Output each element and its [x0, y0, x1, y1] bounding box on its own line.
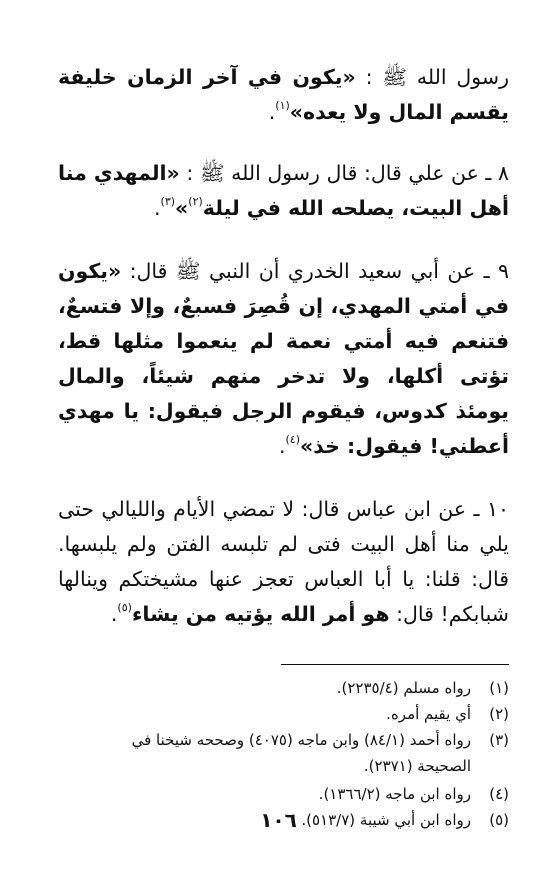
footnote-number: (٢) [489, 705, 509, 723]
footnote-number: (٤) [489, 785, 509, 803]
footnote-1 [58, 675, 509, 701]
narration-text: ٨ ـ عن علي قال: قال رسول الله ﷺ : [179, 161, 509, 185]
paragraph-hadith-8 [58, 156, 509, 226]
footnote-2 [58, 701, 509, 727]
narration-text: ١٠ ـ عن ابن عباس قال: لا تمضي الأيام والليالي حتى يلي منا أهل البيت فتى لم تلبسه الفتن ولم يلبسها. قال: قلنا: يا أبا العباس تعجز عنها مشيختكم وينالها شبابكم! قال: [58, 497, 509, 626]
footnote-ref: (١) [275, 99, 290, 113]
narration-text: ٩ ـ عن أبي سعيد الخدري أن النبي ﷺ قال: [121, 259, 509, 283]
footnote-4 [58, 781, 509, 807]
footnote-text: رواه ابن ماجه (١٣٦٦/٢). [318, 785, 471, 803]
footnote-number: (٣) [489, 731, 509, 749]
footnote-ref: (٤) [285, 433, 301, 447]
punctuation: . [278, 434, 286, 458]
hadith-quote: هو أمر الله يؤتيه من يشاء [131, 602, 390, 626]
footnote-ref: (٥) [117, 601, 132, 615]
hadith-quote: «يكون في أمتي المهدي، إن قُصِرَ فسبعٌ، وإلا فتسعٌ، فتنعم فيه أمتي نعمة لم ينعموا مثلها قط، تؤتى أكلها، ولا تدخر منهم شيئاً، والمال يومئذ كدوس، فيقوم الرجل فيقول: يا مهدي أعطني! فيقول: خذ» [58, 259, 509, 458]
narration-text: رسول الله ﷺ : [355, 65, 509, 89]
footnote-ref: (٣) [160, 195, 176, 209]
footnote-number: (٥) [489, 811, 509, 829]
paragraph-hadith-9 [58, 254, 509, 464]
hadith-quote: «المهدي منا أهل البيت، يصلحه الله في ليلة [58, 161, 509, 220]
footnote-ref: (٢) [188, 195, 203, 209]
punctuation: . [110, 602, 118, 626]
footnote-text: أي يقيم أمره. [386, 705, 471, 723]
footnote-text: رواه مسلم (٢٢٣٥/٤). [336, 679, 471, 697]
paragraph-hadith-10 [58, 492, 509, 632]
punctuation: . [153, 196, 161, 220]
hadith-quote: «يكون في آخر الزمان خليفة يقسم المال ولا يعده» [58, 65, 509, 124]
paragraph-hadith-1 [58, 60, 509, 130]
footnote-text: رواه أحمد (٨٤/١) وابن ماجه (٤٠٧٥) وصححه شيخنا في [131, 731, 471, 749]
footnote-number: (١) [489, 679, 509, 697]
footnote-3-continued: الصحيحة (٢٣٧١). [363, 757, 471, 775]
page-number: ١٠٦ [260, 808, 297, 832]
quote-close: » [175, 196, 189, 220]
footnote-3 [58, 727, 509, 753]
punctuation: . [268, 100, 276, 124]
footnote-divider [281, 664, 509, 665]
footnote-text: رواه ابن أبي شيبة (٥١٣/٧). [301, 811, 471, 829]
